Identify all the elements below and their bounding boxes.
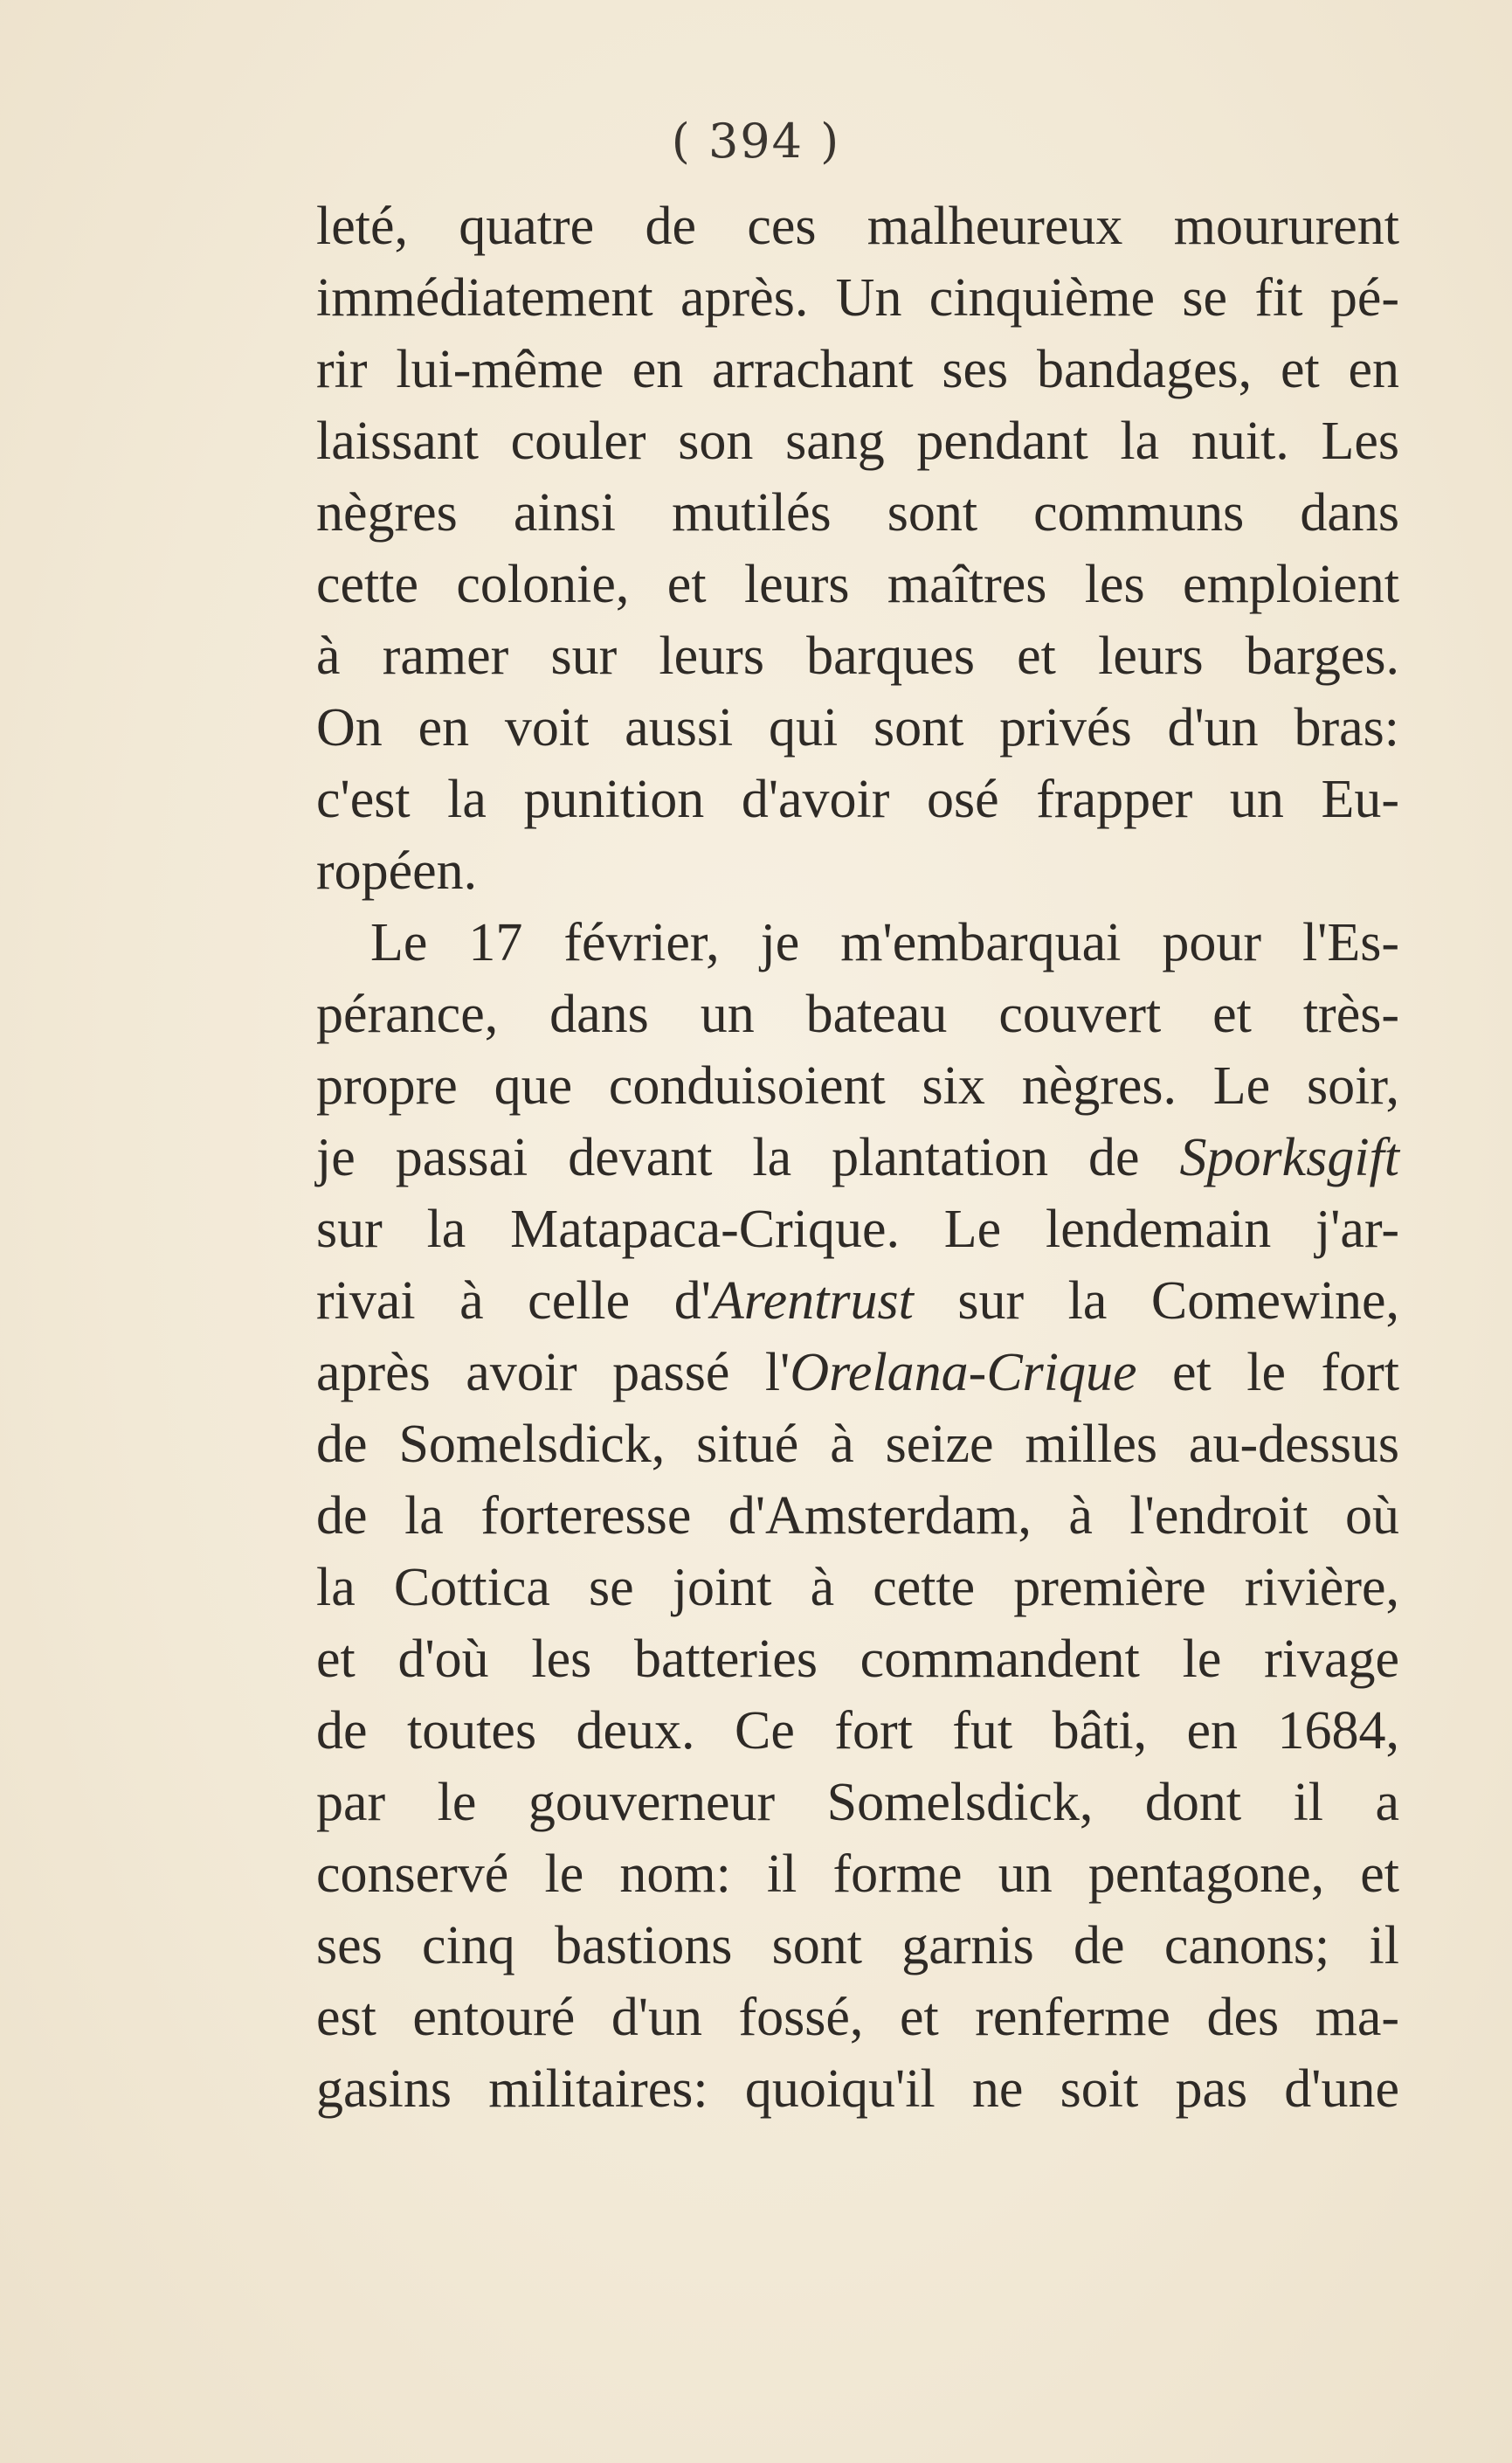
text-span: et le fort — [1136, 1343, 1399, 1402]
page-number: ( 394 ) — [671, 114, 841, 169]
text-span: immédiatement après. Un cinquième se fit pé- — [316, 268, 1399, 328]
text-line — [316, 1767, 1399, 1838]
text-span: et d'où les batteries commandent le rivage — [316, 1629, 1399, 1689]
text-span: je passai devant la plantation de — [316, 1128, 1180, 1187]
text-span: de Somelsdick, situé à seize milles au-dessus — [316, 1415, 1399, 1474]
text-line — [316, 764, 1399, 835]
text-span: cette colonie, et leurs maîtres les emploient — [316, 555, 1399, 614]
text-line — [316, 1337, 1399, 1408]
text-span: ropéen. — [316, 841, 478, 901]
text-line — [316, 262, 1399, 334]
text-span: rir lui-même en arrachant ses bandages, et en — [316, 340, 1399, 399]
text-line — [316, 1265, 1399, 1337]
text-span: sur la Comewine, — [913, 1271, 1400, 1331]
text-span: propre que conduisoient six nègres. Le soir, — [316, 1056, 1399, 1116]
text-line — [316, 1982, 1399, 2053]
text-line — [316, 907, 1399, 979]
text-span: la Cottica se joint à cette première rivière, — [316, 1558, 1399, 1617]
text-line — [316, 1695, 1399, 1767]
text-span: pérance, dans un bateau couvert et très- — [316, 985, 1399, 1044]
text-span: est entouré d'un fossé, et renferme des ma- — [316, 1988, 1399, 2047]
text-line — [316, 692, 1399, 764]
text-span: laissant couler son sang pendant la nuit. Les — [316, 412, 1399, 471]
text-line — [316, 477, 1399, 549]
text-span: après avoir passé l' — [316, 1343, 791, 1402]
text-line — [316, 190, 1399, 262]
text-line — [316, 1408, 1399, 1480]
text-span: rivai à celle d' — [316, 1271, 711, 1331]
text-span: par le gouverneur Somelsdick, dont il a — [316, 1773, 1399, 1832]
text-line — [316, 1910, 1399, 1982]
body-text — [316, 190, 1399, 2125]
italic-name: Orelana-Crique — [790, 1343, 1137, 1402]
text-line — [316, 1623, 1399, 1695]
text-span: à ramer sur leurs barques et leurs barges. — [316, 626, 1399, 686]
text-line — [316, 1838, 1399, 1910]
text-span: de toutes deux. Ce fort fut bâti, en 1684, — [316, 1701, 1399, 1761]
italic-name: Sporksgift — [1179, 1128, 1399, 1187]
text-line — [316, 835, 1399, 907]
text-span: conservé le nom: il forme un pentagone, et — [316, 1844, 1399, 1904]
text-span: nègres ainsi mutilés sont communs dans — [316, 483, 1399, 543]
text-line — [316, 1193, 1399, 1265]
text-line — [316, 2053, 1399, 2125]
text-line — [316, 549, 1399, 620]
text-span: gasins militaires: quoiqu'il ne soit pas d'une — [316, 2059, 1399, 2119]
text-line — [316, 1122, 1399, 1193]
text-line — [316, 405, 1399, 477]
text-span: de la forteresse d'Amsterdam, à l'endroit où — [316, 1486, 1399, 1546]
text-line — [316, 979, 1399, 1050]
text-span: sur la Matapaca-Crique. Le lendemain j'ar- — [316, 1200, 1399, 1259]
text-span: ses cinq bastions sont garnis de canons; il — [316, 1916, 1399, 1975]
text-span: On en voit aussi qui sont privés d'un bras: — [316, 698, 1399, 758]
text-span: c'est la punition d'avoir osé frapper un Eu- — [316, 770, 1399, 829]
text-line — [316, 620, 1399, 692]
text-span: leté, quatre de ces malheureux moururent — [316, 197, 1399, 256]
text-line — [316, 1480, 1399, 1552]
text-span: Le 17 février, je m'embarquai pour l'Es- — [370, 913, 1399, 972]
text-line — [316, 334, 1399, 405]
text-line — [316, 1552, 1399, 1623]
text-line — [316, 1050, 1399, 1122]
italic-name: Arentrust — [710, 1271, 914, 1331]
